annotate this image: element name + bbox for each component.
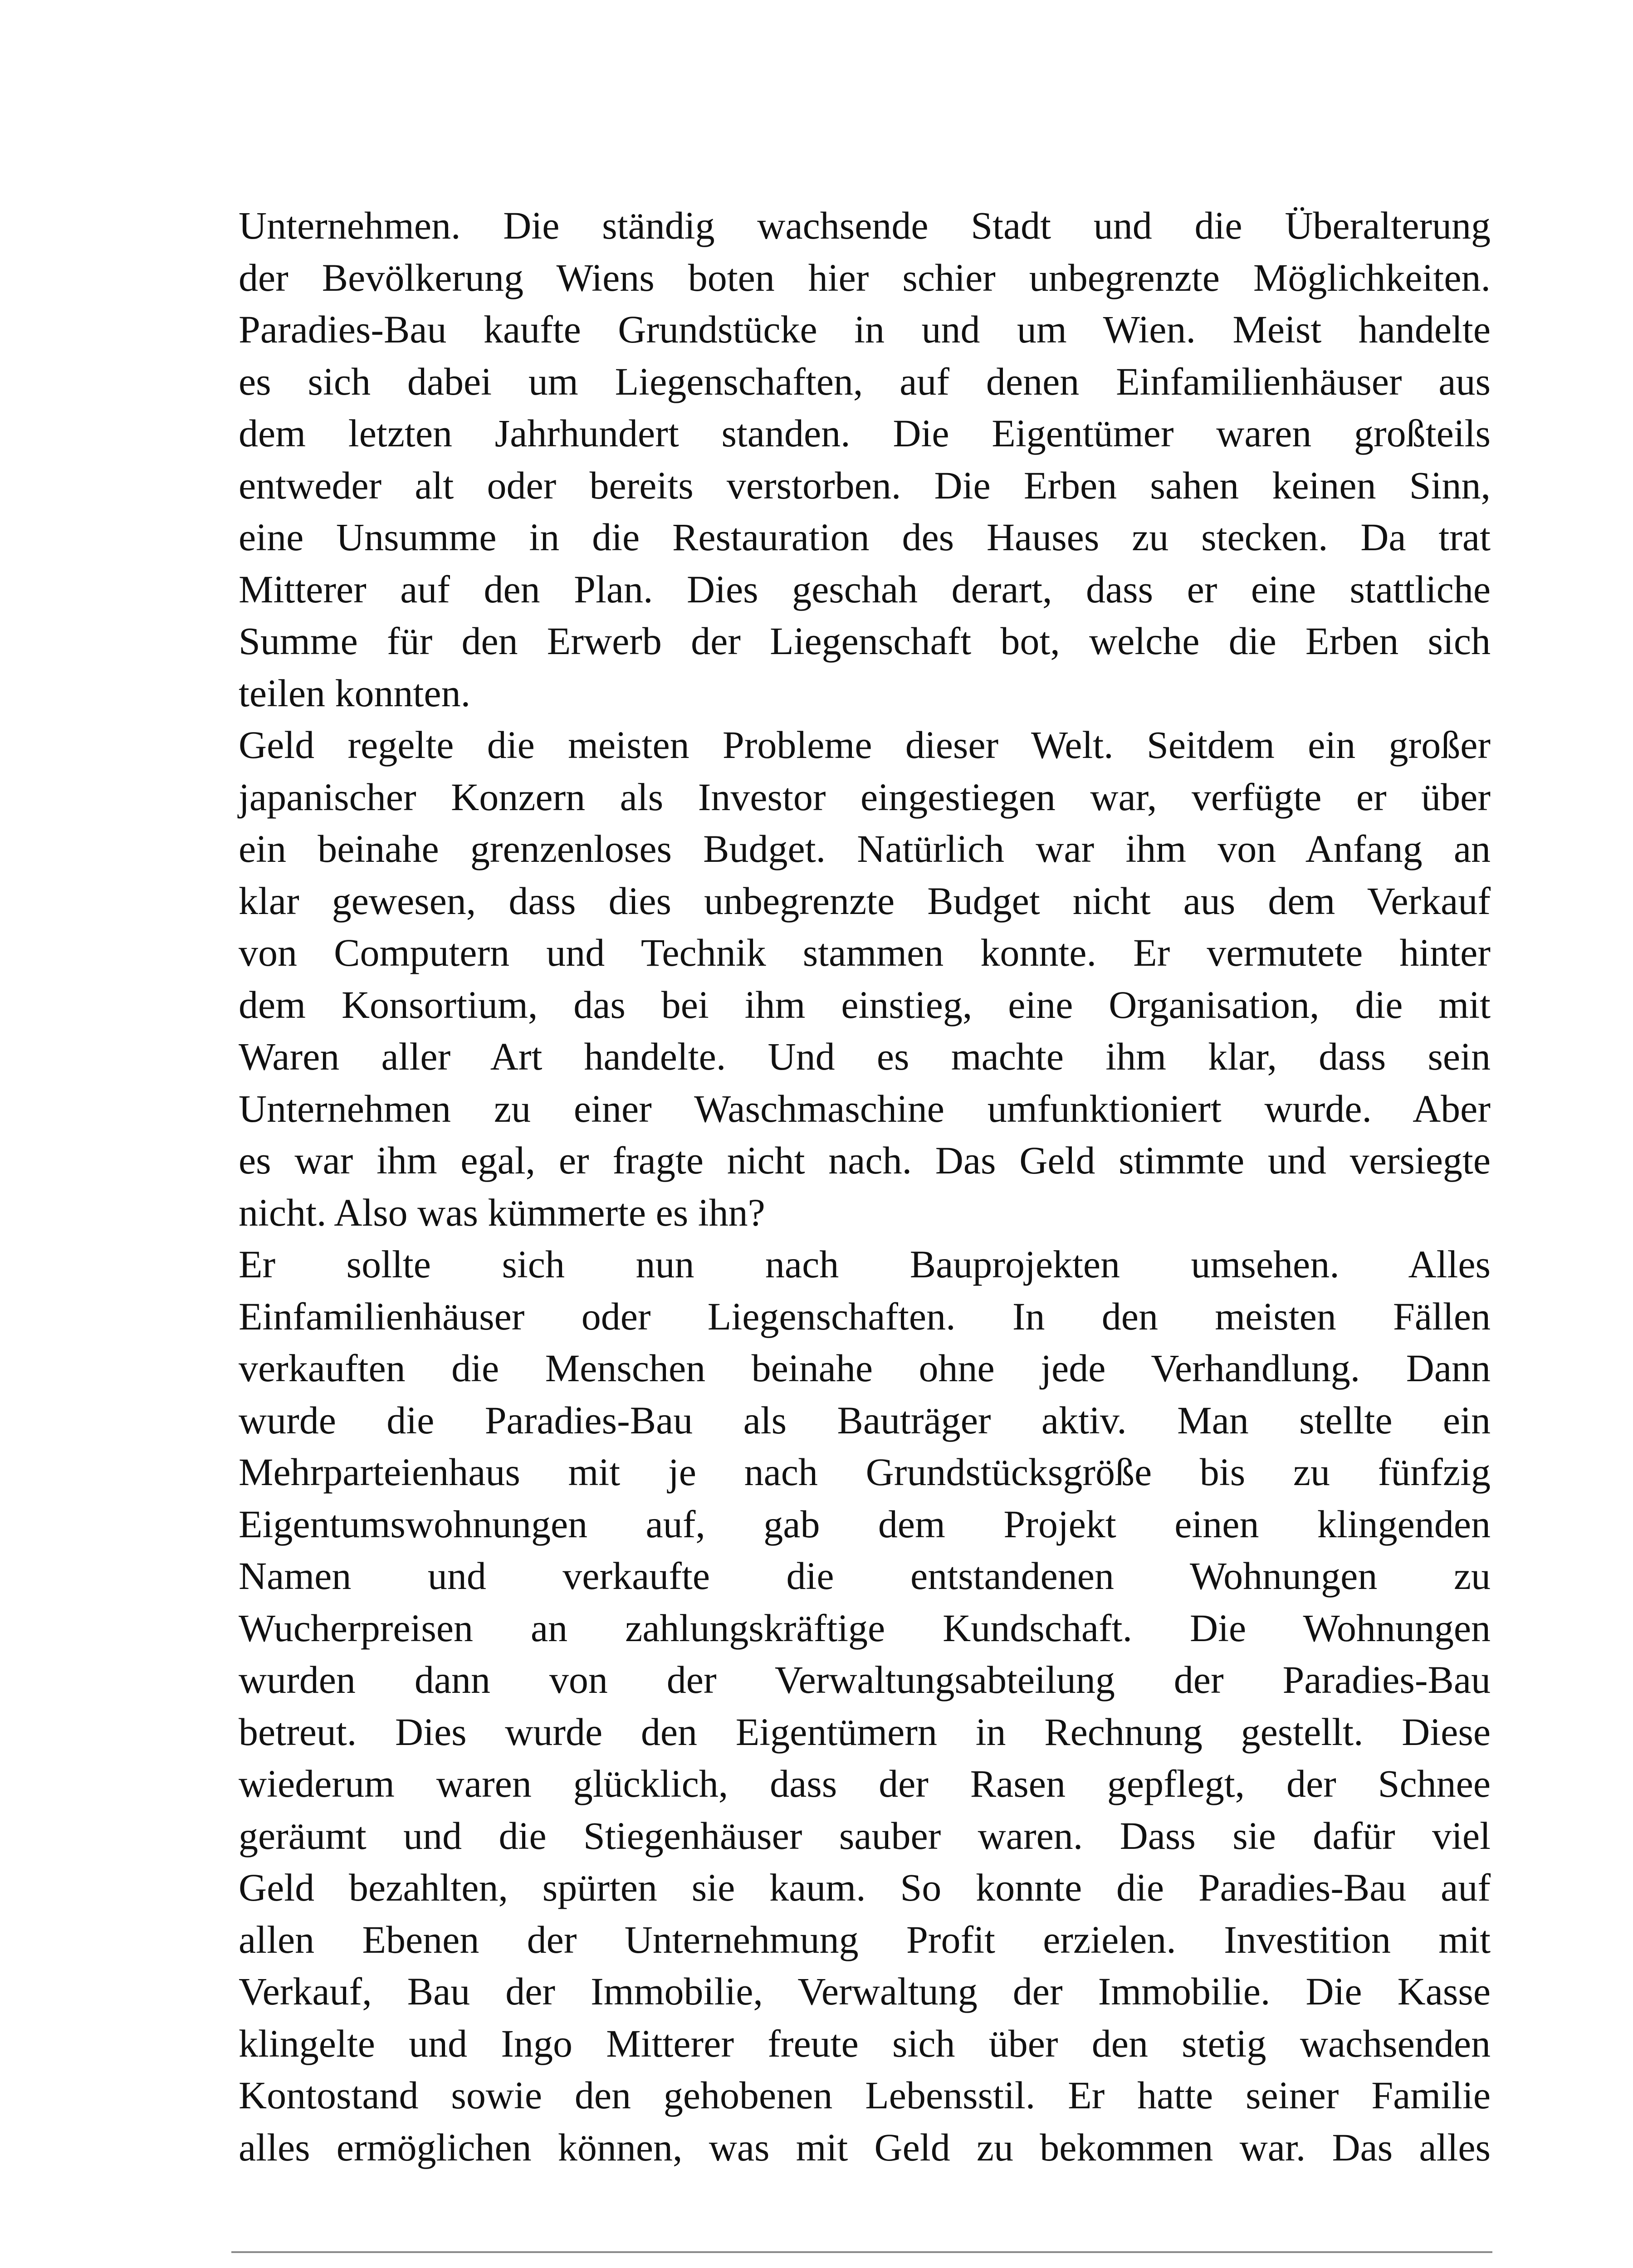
text-line: Summe für den Erwerb der Liegenschaft bot, welche die Erben sich bbox=[239, 619, 1491, 663]
text-line: klingelte und Ingo Mitterer freute sich über den stetig wachsenden bbox=[239, 2021, 1491, 2065]
footer-divider bbox=[231, 2251, 1492, 2253]
text-line: der Bevölkerung Wiens boten hier schier unbegrenzte Möglichkeiten. bbox=[239, 255, 1491, 299]
text-line: alles ermöglichen können, was mit Geld zu bekommen war. Das alles bbox=[239, 2125, 1491, 2169]
text-line: Kontostand sowie den gehobenen Lebensstil. Er hatte seiner Familie bbox=[239, 2073, 1491, 2117]
text-line: entweder alt oder bereits verstorben. Die Erben sahen keinen Sinn, bbox=[239, 463, 1491, 507]
text-line: Unternehmen zu einer Waschmaschine umfunktioniert wurde. Aber bbox=[239, 1086, 1491, 1130]
text-line: Wucherpreisen an zahlungskräftige Kundschaft. Die Wohnungen bbox=[239, 1606, 1491, 1650]
text-line: Geld bezahlten, spürten sie kaum. So konnte die Paradies-Bau auf bbox=[239, 1866, 1491, 1909]
text-line: Unternehmen. Die ständig wachsende Stadt und die Überalterung bbox=[239, 204, 1491, 247]
text-line: Namen und verkaufte die entstandenen Wohnungen zu bbox=[239, 1554, 1491, 1598]
text-line: dem letzten Jahrhundert standen. Die Eigentümer waren großteils bbox=[239, 411, 1491, 455]
text-line: eine Unsumme in die Restauration des Hauses zu stecken. Da trat bbox=[239, 515, 1491, 559]
text-line: teilen konnten. bbox=[239, 671, 471, 715]
text-line: es sich dabei um Liegenschaften, auf denen Einfamilienhäuser aus bbox=[239, 359, 1491, 403]
text-line: Verkauf, Bau der Immobilie, Verwaltung der Immobilie. Die Kasse bbox=[239, 1970, 1491, 2013]
text-line: Mehrparteienhaus mit je nach Grundstücksgröße bis zu fünfzig bbox=[239, 1450, 1491, 1494]
text-line: ein beinahe grenzenloses Budget. Natürlich war ihm von Anfang an bbox=[239, 827, 1491, 870]
text-line: betreut. Dies wurde den Eigentümern in Rechnung gestellt. Diese bbox=[239, 1710, 1491, 1754]
text-line: wiederum waren glücklich, dass der Rasen gepflegt, der Schnee bbox=[239, 1762, 1491, 1805]
text-line: Paradies-Bau kaufte Grundstücke in und um Wien. Meist handelte bbox=[239, 308, 1491, 351]
text-line: wurde die Paradies-Bau als Bauträger aktiv. Man stellte ein bbox=[239, 1398, 1491, 1442]
text-line: allen Ebenen der Unternehmung Profit erzielen. Investition mit bbox=[239, 1917, 1491, 1961]
body-text bbox=[239, 200, 1491, 2173]
text-line: von Computern und Technik stammen konnte. Er vermutete hinter bbox=[239, 931, 1491, 974]
text-line: Eigentumswohnungen auf, gab dem Projekt einen klingenden bbox=[239, 1502, 1491, 1546]
text-line: dem Konsortium, das bei ihm einstieg, eine Organisation, die mit bbox=[239, 982, 1491, 1026]
text-line: japanischer Konzern als Investor eingestiegen war, verfügte er über bbox=[239, 775, 1491, 819]
text-line: Waren aller Art handelte. Und es machte ihm klar, dass sein bbox=[239, 1035, 1491, 1078]
text-line: Einfamilienhäuser oder Liegenschaften. In den meisten Fällen bbox=[239, 1294, 1491, 1338]
text-line: es war ihm egal, er fragte nicht nach. Das Geld stimmte und versiegte bbox=[239, 1139, 1491, 1182]
text-line: wurden dann von der Verwaltungsabteilung der Paradies-Bau bbox=[239, 1658, 1491, 1701]
text-line: klar gewesen, dass dies unbegrenzte Budget nicht aus dem Verkauf bbox=[239, 879, 1491, 923]
text-line: Mitterer auf den Plan. Dies geschah derart, dass er eine stattliche bbox=[239, 567, 1491, 611]
text-line: nicht. Also was kümmerte es ihn? bbox=[239, 1190, 765, 1234]
text-line: Geld regelte die meisten Probleme dieser Welt. Seitdem ein großer bbox=[239, 723, 1491, 767]
text-line: Er sollte sich nun nach Bauprojekten umsehen. Alles bbox=[239, 1242, 1491, 1286]
text-line: verkauften die Menschen beinahe ohne jede Verhandlung. Dann bbox=[239, 1346, 1491, 1390]
text-line: geräumt und die Stiegenhäuser sauber waren. Dass sie dafür viel bbox=[239, 1813, 1491, 1857]
